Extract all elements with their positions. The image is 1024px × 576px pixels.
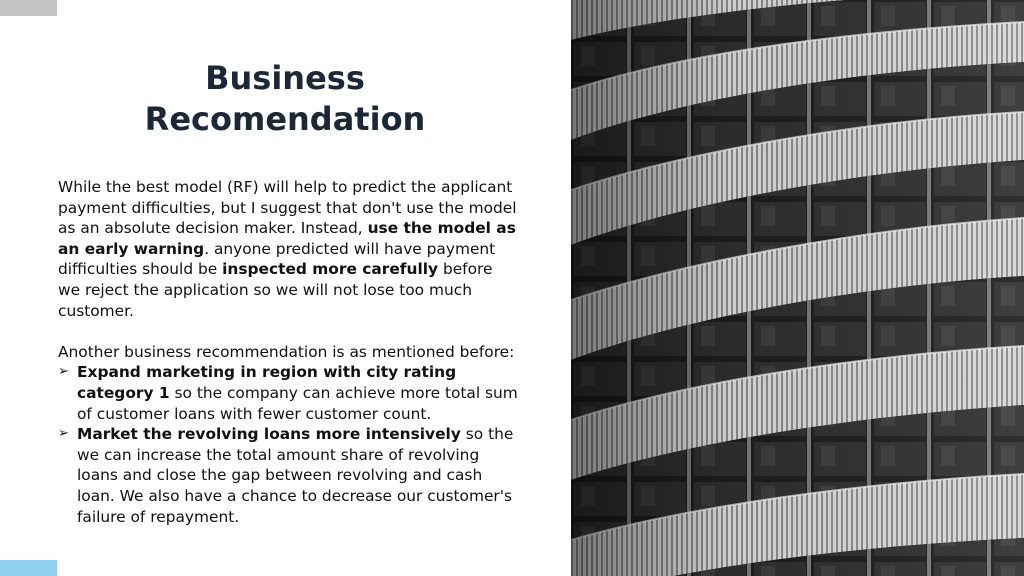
paragraph-text: before we reject the application so we will not lose too much customer. bbox=[58, 260, 493, 320]
paragraph-bold: inspected more carefully bbox=[222, 260, 439, 279]
bottom-accent-bar bbox=[0, 560, 57, 576]
recommendation-bold: Expand marketing in region with city rating category 1 bbox=[77, 363, 457, 402]
paragraph-early-warning bbox=[58, 177, 518, 321]
recommendation-text: so the company can achieve more total sum of customer loans with fewer customer count. bbox=[77, 383, 518, 423]
recommendation-text: so the we can increase the total amount share of revolving loans and close the gap between revolving and cash loan. We also have a chance to decrease our customer's failure of repayment. bbox=[77, 425, 514, 526]
recommendation-bold: Market the revolving loans more intensively bbox=[77, 425, 461, 444]
paragraph-text: . anyone predicted will have payment difficulties should be bbox=[58, 239, 496, 279]
paragraph-intro: Another business recommendation is as mentioned before: bbox=[58, 342, 515, 361]
title-line-2: Recomendation bbox=[144, 100, 426, 138]
paragraph-text: While the best model (RF) will help to predict the applicant payment difficulties, but I suggest that don't use the model as an absolute decision maker. Instead, bbox=[58, 178, 517, 238]
arrow-bullet-icon: ➢ bbox=[58, 426, 69, 442]
slide-title bbox=[100, 58, 470, 140]
list-item bbox=[58, 424, 518, 527]
recommendation-list bbox=[58, 362, 518, 527]
body-text bbox=[58, 177, 518, 527]
list-item bbox=[58, 362, 518, 424]
top-accent-bar bbox=[0, 0, 57, 16]
arrow-bullet-icon: ➢ bbox=[58, 364, 69, 380]
title-line-1: Business bbox=[205, 59, 365, 97]
paragraph-bold: use the model as an early warning bbox=[58, 219, 516, 258]
building-facade-photo bbox=[571, 0, 1024, 576]
